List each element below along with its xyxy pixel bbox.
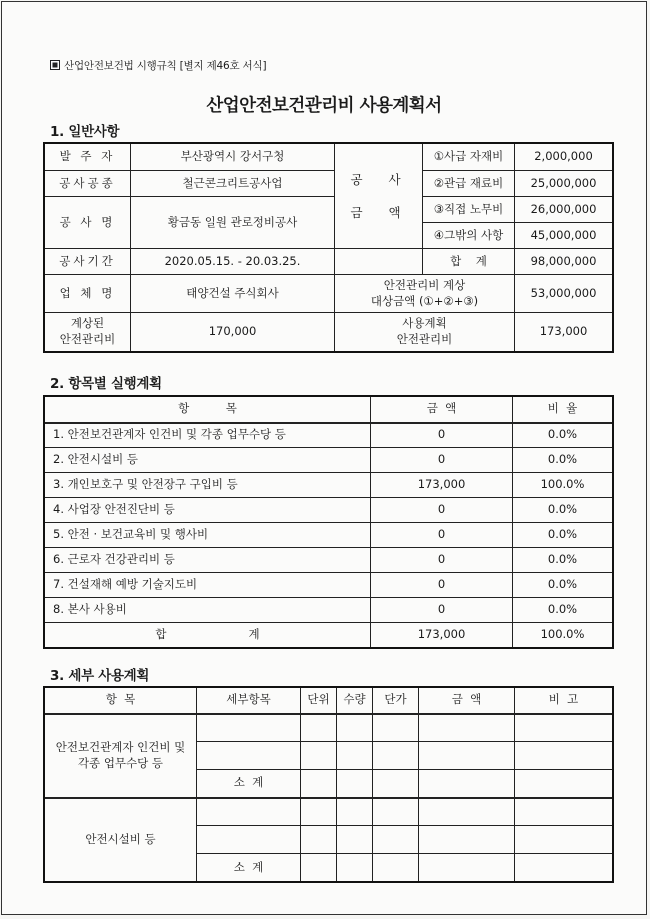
planned-cost-label: 계상된 안전관리비 — [45, 313, 131, 352]
total-label-right: 계 — [248, 627, 260, 642]
row-ratio: 0.0% — [513, 448, 613, 473]
section3-heading: 3. 세부 사용계획 — [50, 668, 150, 684]
period-label: 공사기간 — [45, 249, 131, 275]
amount-item-value: 45,000,000 — [515, 223, 613, 249]
period-value: 2020.05.15. - 20.03.25. — [131, 249, 335, 275]
total-label-left: 합 — [155, 627, 167, 642]
row-amount: 0 — [371, 498, 513, 523]
amount-item-value: 26,000,000 — [515, 197, 613, 223]
planned-cost-value: 170,000 — [131, 313, 335, 352]
construction-amount-label-line1: 공 사 — [350, 172, 407, 187]
amount-item-label: ④그밖의 사항 — [423, 223, 515, 249]
row-item: 4. 사업장 안전진단비 등 — [45, 498, 371, 523]
row-ratio: 0.0% — [513, 423, 613, 448]
column-header-amount: 금 액 — [419, 688, 515, 714]
square-bullet-icon — [50, 60, 60, 70]
row-amount: 0 — [371, 598, 513, 623]
group-item: 안전보건관계자 인건비 및 각종 업무수당 등 — [45, 714, 197, 798]
amount-item-value: 2,000,000 — [515, 144, 613, 171]
amount-item-label: ②관급 재료비 — [423, 171, 515, 197]
row-amount: 173,000 — [371, 473, 513, 498]
table-row — [45, 473, 613, 498]
column-header-subitem: 세부항목 — [197, 688, 301, 714]
orderer-value: 부산광역시 강서구청 — [131, 144, 335, 171]
table-row — [45, 598, 613, 623]
group-item: 안전시설비 등 — [45, 798, 197, 882]
amount-item-value: 25,000,000 — [515, 171, 613, 197]
column-header-item: 항 목 — [45, 688, 197, 714]
table-row — [45, 798, 613, 826]
usage-plan-label: 사용계획 안전관리비 — [335, 313, 515, 352]
row-ratio: 0.0% — [513, 598, 613, 623]
form-reference-text: 산업안전보건법 시행규칙 [별지 제46호 서식] — [64, 60, 267, 72]
company-value: 태양건설 주식회사 — [131, 275, 335, 313]
table-row — [45, 423, 613, 448]
table-row — [45, 448, 613, 473]
detail-plan-table — [44, 687, 613, 882]
row-ratio: 0.0% — [513, 498, 613, 523]
table-row — [45, 498, 613, 523]
document-page — [1, 1, 647, 915]
row-ratio: 100.0% — [513, 473, 613, 498]
work-type-label: 공사공종 — [45, 171, 131, 197]
table-row — [45, 573, 613, 598]
column-header-unit-price: 단가 — [373, 688, 419, 714]
row-item: 5. 안전 · 보건교육비 및 행사비 — [45, 523, 371, 548]
row-item: 2. 안전시설비 등 — [45, 448, 371, 473]
row-amount: 0 — [371, 548, 513, 573]
section2-heading: 2. 항목별 실행계획 — [50, 376, 162, 392]
section1-heading: 1. 일반사항 — [50, 124, 120, 140]
work-type-value: 철근콘크리트공사업 — [131, 171, 335, 197]
usage-plan-value: 173,000 — [515, 313, 613, 352]
orderer-label: 발 주 자 — [45, 144, 131, 171]
row-item: 3. 개인보호구 및 안전장구 구입비 등 — [45, 473, 371, 498]
column-header-ratio: 비 율 — [513, 397, 613, 423]
table-row — [45, 548, 613, 573]
page-title: 산업안전보건관리비 사용계획서 — [206, 96, 442, 116]
project-name-label: 공 사 명 — [45, 197, 131, 249]
row-ratio: 0.0% — [513, 573, 613, 598]
table-row — [45, 714, 613, 742]
row-item: 8. 본사 사용비 — [45, 598, 371, 623]
row-amount: 0 — [371, 573, 513, 598]
row-amount: 0 — [371, 523, 513, 548]
total-label: 합 계 — [423, 249, 515, 275]
amount-item-label: ①사급 자재비 — [423, 144, 515, 171]
total-row — [45, 623, 613, 648]
item-plan-table — [44, 396, 613, 648]
total-amount: 173,000 — [371, 623, 513, 648]
company-label: 업 체 명 — [45, 275, 131, 313]
form-reference — [50, 58, 266, 73]
general-info-table — [44, 143, 613, 352]
construction-amount-label — [335, 144, 423, 249]
column-header-amount: 금 액 — [371, 397, 513, 423]
column-header-unit: 단위 — [301, 688, 337, 714]
total-label — [45, 623, 371, 648]
target-amount-value: 53,000,000 — [515, 275, 613, 313]
subtotal-label: 소 계 — [197, 854, 301, 882]
table-row — [45, 523, 613, 548]
amount-item-label: ③직접 노무비 — [423, 197, 515, 223]
column-header-quantity: 수량 — [337, 688, 373, 714]
construction-amount-label-line2: 금 액 — [350, 205, 407, 220]
project-name-value: 황금동 일원 관로정비공사 — [131, 197, 335, 249]
total-ratio: 100.0% — [513, 623, 613, 648]
row-amount: 0 — [371, 448, 513, 473]
column-header-item: 항 목 — [45, 397, 371, 423]
total-value: 98,000,000 — [515, 249, 613, 275]
column-header-remarks: 비 고 — [515, 688, 613, 714]
row-item: 1. 안전보건관계자 인건비 및 각종 업무수당 등 — [45, 423, 371, 448]
row-item: 7. 건설재해 예방 기술지도비 — [45, 573, 371, 598]
row-amount: 0 — [371, 423, 513, 448]
total-spacer — [335, 249, 423, 275]
row-item: 6. 근로자 건강관리비 등 — [45, 548, 371, 573]
target-amount-label: 안전관리비 계상 대상금액 (①+②+③) — [335, 275, 515, 313]
row-ratio: 0.0% — [513, 548, 613, 573]
subtotal-label: 소 계 — [197, 770, 301, 798]
row-ratio: 0.0% — [513, 523, 613, 548]
